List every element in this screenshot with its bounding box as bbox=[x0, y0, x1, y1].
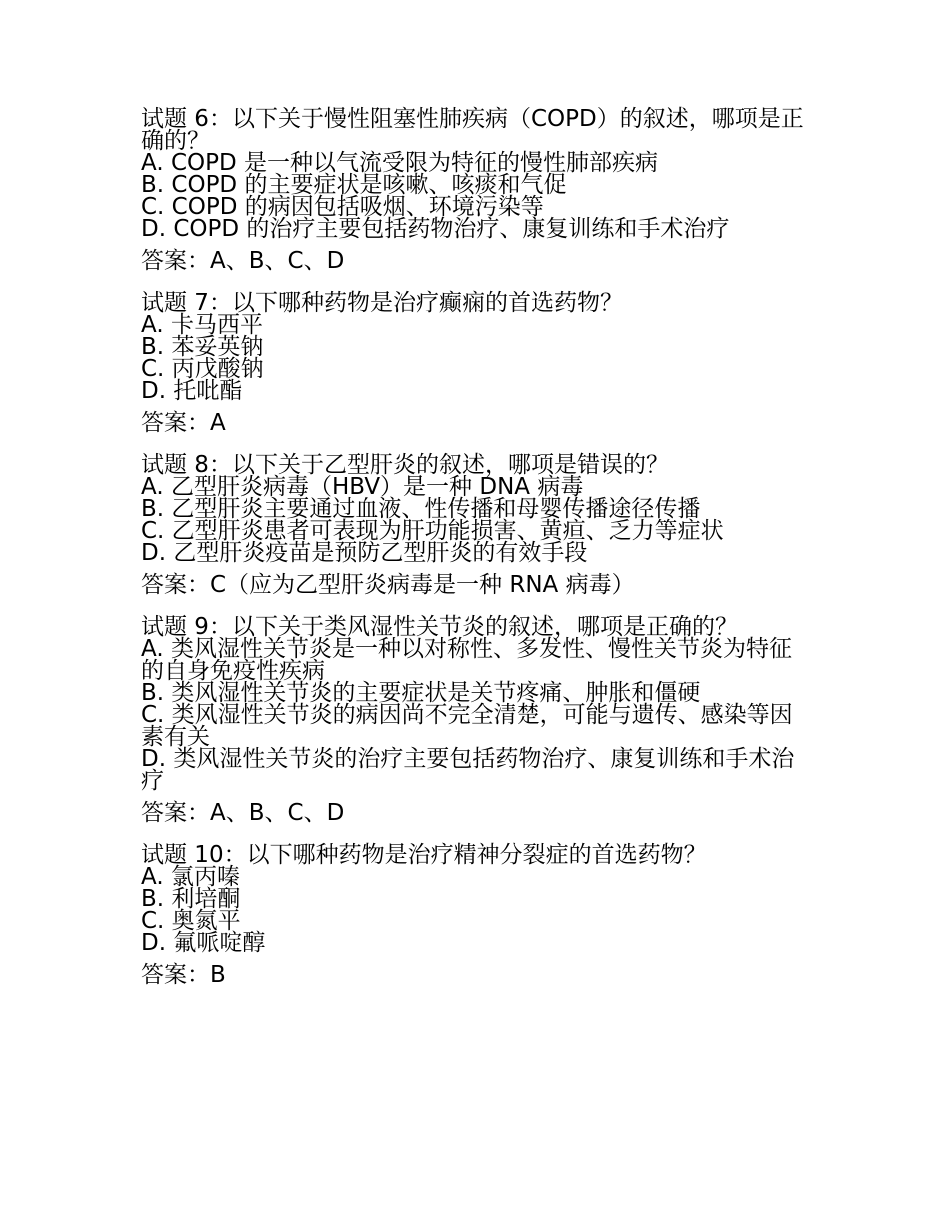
option-c: C. COPD 的病因包括吸烟、环境污染等 bbox=[141, 194, 544, 220]
option-b: B. 乙型肝炎主要通过血液、性传播和母婴传播途径传播 bbox=[141, 496, 701, 522]
option-c: C. 乙型肝炎患者可表现为肝功能损害、黄疸、乏力等症状 bbox=[141, 518, 724, 544]
option-c: C. 奥氮平 bbox=[141, 908, 241, 934]
option-d: D. COPD 的治疗主要包括药物治疗、康复训练和手术治疗 bbox=[141, 216, 730, 242]
option-a: A. COPD 是一种以气流受限为特征的慢性肺部疾病 bbox=[141, 150, 659, 176]
answer: 答案：B bbox=[141, 962, 226, 988]
option-b: B. 类风湿性关节炎的主要症状是关节疼痛、肿胀和僵硬 bbox=[141, 680, 701, 706]
option-d: D. 乙型肝炎疫苗是预防乙型肝炎的有效手段 bbox=[141, 540, 588, 566]
question-6 bbox=[141, 108, 811, 272]
option-c: C. 丙戊酸钠 bbox=[141, 356, 264, 382]
option-b: B. COPD 的主要症状是咳嗽、咳痰和气促 bbox=[141, 172, 567, 198]
question-stem: 试题 8：以下关于乙型肝炎的叙述，哪项是错误的？ bbox=[141, 452, 669, 478]
question-8 bbox=[141, 454, 811, 596]
option-a: A. 氯丙嗪 bbox=[141, 864, 240, 890]
answer: 答案：A bbox=[141, 410, 226, 436]
question-stem: 试题 9：以下关于类风湿性关节炎的叙述，哪项是正确的？ bbox=[141, 614, 738, 640]
answer: 答案：A、B、C、D bbox=[141, 248, 345, 274]
option-b: B. 利培酮 bbox=[141, 886, 241, 912]
option-b: B. 苯妥英钠 bbox=[141, 334, 264, 360]
option-a: A. 卡马西平 bbox=[141, 312, 263, 338]
answer: 答案：C（应为乙型肝炎病毒是一种 RNA 病毒） bbox=[141, 572, 635, 598]
option-a: A. 类风湿性关节炎是一种以对称性、多发性、慢性关节炎为特征的自身免疫性疾病 bbox=[141, 636, 792, 684]
option-d: D. 类风湿性关节炎的治疗主要包括药物治疗、康复训练和手术治疗 bbox=[141, 746, 795, 794]
question-stem: 试题 6：以下关于慢性阻塞性肺疾病（COPD）的叙述，哪项是正确的？ bbox=[141, 106, 804, 154]
question-7 bbox=[141, 292, 811, 434]
question-9 bbox=[141, 616, 811, 824]
document-page bbox=[141, 108, 811, 1006]
question-10 bbox=[141, 844, 811, 986]
answer: 答案：A、B、C、D bbox=[141, 800, 345, 826]
option-a: A. 乙型肝炎病毒（HBV）是一种 DNA 病毒 bbox=[141, 474, 584, 500]
question-stem: 试题 7：以下哪种药物是治疗癫痫的首选药物？ bbox=[141, 290, 623, 316]
question-stem: 试题 10：以下哪种药物是治疗精神分裂症的首选药物？ bbox=[141, 842, 707, 868]
option-c: C. 类风湿性关节炎的病因尚不完全清楚，可能与遗传、感染等因素有关 bbox=[141, 702, 793, 750]
option-d: D. 托吡酯 bbox=[141, 378, 243, 404]
option-d: D. 氟哌啶醇 bbox=[141, 930, 266, 956]
